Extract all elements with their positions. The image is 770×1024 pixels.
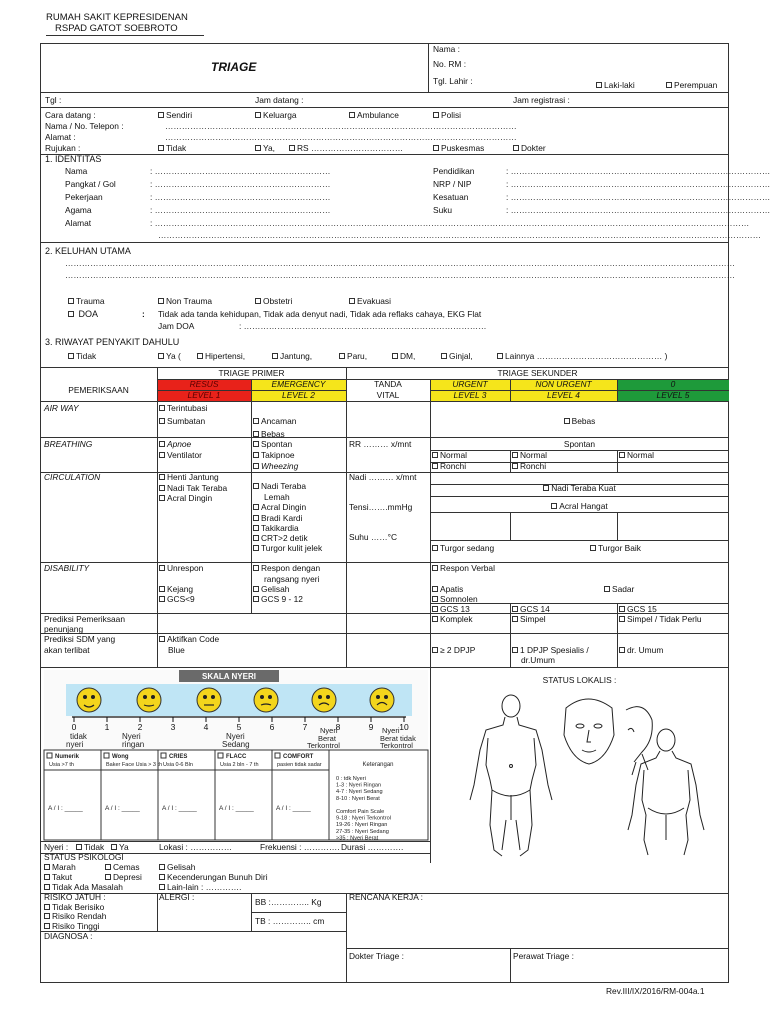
airway-clear-secondary-checkbox[interactable]: Bebas xyxy=(430,417,729,426)
gender-female-label: Perempuan xyxy=(674,80,718,90)
complaint-field-1[interactable]: …………………………………………………………………………………………………………………………………………………………………………………………………………………… xyxy=(65,258,735,268)
crt-checkbox[interactable]: CRT>2 detik xyxy=(253,534,308,543)
l3-normal-checkbox[interactable]: Normal xyxy=(432,451,467,460)
circulation-label: CIRCULATION xyxy=(44,472,101,482)
dpjp-1-label: dr.Umum xyxy=(521,655,555,665)
history-no-checkbox[interactable]: Tidak xyxy=(68,352,96,361)
pain-label-moderate-2: Sedang xyxy=(222,740,250,749)
pain-face-icon-5 xyxy=(370,688,394,712)
pain-duration-field[interactable]: Durasi …………. xyxy=(341,842,404,852)
breathing-apnoe-checkbox[interactable]: Apnoe xyxy=(159,440,191,449)
evacuation-checkbox[interactable]: Evakuasi xyxy=(349,297,391,306)
form-title: TRIAGE xyxy=(211,60,257,74)
level4-label: LEVEL 4 xyxy=(547,390,580,400)
pain-method-score: A / I : _____ xyxy=(276,805,311,812)
pain-method-checkbox xyxy=(161,753,166,758)
pain-method-score: A / I : _____ xyxy=(105,805,140,812)
pain-face-icon-2 xyxy=(197,688,221,712)
id-religion-label: Agama xyxy=(65,205,92,215)
gender-male-label: Laki-laki xyxy=(604,80,635,90)
id-address-field-2[interactable]: ……………………………………………………………………………………………………………………………………………………………………………………………… xyxy=(158,230,761,240)
non-trauma-checkbox[interactable]: Non Trauma xyxy=(158,297,212,306)
gcs-15-checkbox[interactable]: GCS 15 xyxy=(619,605,657,614)
pain-method-subtitle: Baker Face Usia > 3 th xyxy=(106,762,163,768)
pain-legend-line: 9-18 : Nyeri Terkontrol xyxy=(336,815,391,822)
contact-name-phone-field[interactable]: ……………………………………………………………………………………………………………… xyxy=(165,121,517,131)
pain-legend-line: 0 : tdk Nyeri xyxy=(336,776,366,782)
referral-puskesmas-checkbox[interactable]: Puskesmas xyxy=(433,144,484,153)
level1-label: LEVEL 1 xyxy=(187,390,221,400)
pain-method-score: A / I : _____ xyxy=(219,805,254,812)
breathing-wheezing-checkbox[interactable]: Wheezing xyxy=(253,462,298,471)
apathy-checkbox[interactable]: Apatis xyxy=(432,585,463,594)
airway-intubated-checkbox[interactable]: Terintubasi xyxy=(159,404,208,413)
vital-heading-2: VITAL xyxy=(376,390,400,400)
pain-label-uncontrolled-1: Nyeri xyxy=(382,726,400,735)
contact-address-label: Alamat : xyxy=(45,132,76,142)
blood-pressure-field[interactable]: Tensi…….mmHg xyxy=(349,502,413,512)
history-dm-checkbox[interactable]: DM, xyxy=(392,352,415,361)
level5-zero-label: 0 xyxy=(670,379,676,389)
l5-normal-checkbox[interactable]: Normal xyxy=(619,451,654,460)
cardiac-arrest-checkbox[interactable]: Henti Jantung xyxy=(159,473,219,482)
id-name-field[interactable]: : ……………………………………………………… xyxy=(150,166,331,176)
pain-scale-title: SKALA NYERI xyxy=(202,672,256,681)
pain-method-subtitle: Usia >7 th xyxy=(49,762,74,768)
resus-label: RESUS xyxy=(189,379,219,389)
examination-heading: PEMERIKSAAN xyxy=(68,385,129,395)
arrival-police-checkbox[interactable]: Polisi xyxy=(433,111,461,120)
anxious-checkbox[interactable]: Cemas xyxy=(105,863,140,872)
pain-method-checkbox xyxy=(275,753,280,758)
breathing-spontaneous-checkbox[interactable]: Spontan xyxy=(253,440,292,449)
id-name-label: Nama xyxy=(65,166,88,176)
triage-nurse-field[interactable]: Perawat Triage : xyxy=(513,951,574,961)
warm-acral-checkbox[interactable]: Acral Hangat xyxy=(430,502,729,511)
work-plan-field[interactable]: RENCANA KERJA : xyxy=(349,892,423,902)
cold-acral-checkbox[interactable]: Acral Dingin xyxy=(159,494,212,503)
history-lung-checkbox[interactable]: Paru, xyxy=(339,352,367,361)
id-address-field[interactable]: : …………………………………………………………………………………………………………………………………………………………………………………………… xyxy=(150,218,750,228)
depressed-checkbox[interactable]: Depresi xyxy=(105,873,142,882)
triage-primary-heading: TRIAGE PRIMER xyxy=(218,368,285,378)
code-blue-label: Blue xyxy=(168,645,185,655)
no-risk-checkbox[interactable]: Tidak Berisiko xyxy=(44,903,104,912)
suicidal-checkbox[interactable]: Kecenderungan Bunuh Diri xyxy=(159,873,268,882)
pain-legend-line: 19-26 : Nyeri Ringan xyxy=(336,822,388,829)
pain-method-checkbox xyxy=(47,753,52,758)
history-yes-checkbox[interactable]: Ya ( xyxy=(158,352,181,361)
pain-scale-number: 2 xyxy=(137,722,143,732)
id-religion-field[interactable]: : ……………………………………………………… xyxy=(150,205,331,215)
complaint-field-2[interactable]: …………………………………………………………………………………………………………………………………………………………………………………………………………………… xyxy=(65,270,735,280)
arrival-time-label: Jam datang : xyxy=(255,95,304,105)
temperature-field[interactable]: Suhu ……°C xyxy=(349,532,398,542)
referral-yes-checkbox[interactable]: Ya, xyxy=(255,144,275,153)
history-hypertension-checkbox[interactable]: Hipertensi, xyxy=(197,352,245,361)
l4-ronchi-checkbox[interactable]: Ronchi xyxy=(512,462,546,471)
respiratory-rate-field[interactable]: RR ……… x/mnt xyxy=(349,439,412,449)
weak-pulse-label: Lemah xyxy=(264,492,290,502)
pain-label-mild-2: ringan xyxy=(122,740,145,749)
pain-frequency-field[interactable]: Frekuensi : …………. xyxy=(260,842,340,852)
diagnosis-field[interactable]: DIAGNOSA : xyxy=(44,931,93,941)
pain-response-label: rangsang nyeri xyxy=(264,574,320,584)
pain-method-title: FLACC xyxy=(226,754,247,760)
pain-face-icon-3 xyxy=(254,688,278,712)
afraid-checkbox[interactable]: Takut xyxy=(44,873,72,882)
pain-legend-title: Keterangan xyxy=(362,762,394,768)
pain-no-checkbox[interactable]: Tidak xyxy=(76,843,104,852)
id-education-field[interactable]: : ………………………………………………………………………………… xyxy=(506,166,770,176)
pain-legend-line: 8-10 : Nyeri Berat xyxy=(336,795,380,802)
history-heart-checkbox[interactable]: Jantung, xyxy=(272,352,312,361)
dpjp-2-checkbox[interactable]: ≥ 2 DPJP xyxy=(432,646,475,655)
bradycardia-checkbox[interactable]: Bradi Kardi xyxy=(253,514,302,523)
pain-method-title: Numerik xyxy=(55,754,80,760)
restless-psych-checkbox[interactable]: Gelisah xyxy=(159,863,195,872)
breathing-ventilator-checkbox[interactable]: Ventilator xyxy=(159,451,202,460)
patient-dob-label: Tgl. Lahir : xyxy=(433,76,473,86)
doa-time-field[interactable]: : …………………………………………………………………………… xyxy=(239,321,487,331)
history-heading: 3. RIWAYAT PENYAKIT DAHULU xyxy=(45,337,180,347)
height-field[interactable]: TB : ………….. cm xyxy=(255,916,325,926)
id-unit-field[interactable]: : ………………………………………………………………………………… xyxy=(506,192,770,202)
referral-label: Rujukan : xyxy=(45,143,81,153)
staff-prediction-label-2: akan terlibat xyxy=(44,645,90,655)
pain-label-uncontrolled-2: Berat tidak xyxy=(380,734,416,743)
urgent-label: URGENT xyxy=(452,379,488,389)
id-ethnicity-field[interactable]: : ………………………………………………………………………………… xyxy=(506,205,770,215)
local-status-title: STATUS LOKALIS : xyxy=(542,675,617,685)
pain-legend-line: 4-7 : Nyeri Sedang xyxy=(336,789,383,796)
id-job-label: Pekerjaan xyxy=(65,192,103,202)
no-pulse-checkbox[interactable]: Nadi Tak Teraba xyxy=(159,484,227,493)
gcs-14-checkbox[interactable]: GCS 14 xyxy=(512,605,550,614)
simple-checkbox[interactable]: Simpel xyxy=(512,615,546,624)
complex-checkbox[interactable]: Komplek xyxy=(432,615,473,624)
trauma-checkbox[interactable]: Trauma xyxy=(68,297,105,306)
pain-label-severe-2: Berat xyxy=(318,734,336,743)
seizure-checkbox[interactable]: Kejang xyxy=(159,585,193,594)
emergency-label: EMERGENCY xyxy=(271,379,326,389)
pain-response-checkbox[interactable]: Respon dengan xyxy=(253,564,320,573)
id-unit-label: Kesatuan xyxy=(433,192,469,202)
level2-label: LEVEL 2 xyxy=(282,390,315,400)
pain-scale-number: 3 xyxy=(170,722,176,732)
staff-prediction-label: Prediksi SDM yang xyxy=(44,634,116,644)
alert-checkbox[interactable]: Sadar xyxy=(604,585,634,594)
pain-label-none-2: nyeri xyxy=(66,740,84,749)
strong-pulse-checkbox[interactable]: Nadi Teraba Kuat xyxy=(430,484,729,493)
breathing-label: BREATHING xyxy=(44,439,93,449)
pain-scale-number: 8 xyxy=(335,722,341,732)
pain-legend-line: Comfort Pain Scale xyxy=(336,809,385,815)
doa-description: Tidak ada tanda kehidupan, Tidak ada denyut nadi, Tidak ada reflaks cahaya, EKG Flat xyxy=(158,309,482,319)
high-risk-checkbox[interactable]: Risiko Tinggi xyxy=(44,922,99,931)
id-rank-label: Pangkat / Gol xyxy=(65,179,116,189)
no-problem-checkbox[interactable]: Tidak Ada Masalah xyxy=(44,883,123,892)
doa-time-label: Jam DOA xyxy=(158,321,195,331)
pain-label: Nyeri : xyxy=(44,842,69,852)
pain-method-subtitle: Usia 0-6 Bln xyxy=(163,762,193,768)
disability-label: DISABILITY xyxy=(44,563,90,573)
pain-legend-line: 1-3 : Nyeri Ringan xyxy=(336,782,382,789)
fall-risk-label: RISIKO JATUH : xyxy=(44,892,106,902)
history-other-checkbox[interactable]: Lainnya ……………………………………… ) xyxy=(497,352,667,361)
pulse-rate-field[interactable]: Nadi ……… x/mnt xyxy=(349,472,417,482)
tachycardia-checkbox[interactable]: Takikardia xyxy=(253,524,299,533)
pain-scale-number: 4 xyxy=(203,722,209,732)
weak-pulse-checkbox[interactable]: Nadi Teraba xyxy=(253,482,306,491)
body-back xyxy=(628,729,704,855)
pain-label-moderate-1: Nyeri xyxy=(226,732,245,741)
pain-method-title: COMFORT xyxy=(283,754,314,760)
breathing-tachypnea-checkbox[interactable]: Takipnoe xyxy=(253,451,295,460)
level3-label: LEVEL 3 xyxy=(453,390,487,400)
referral-no-checkbox[interactable]: Tidak xyxy=(158,144,186,153)
obstetric-checkbox[interactable]: Obstetri xyxy=(255,297,292,306)
l4-normal-checkbox[interactable]: Normal xyxy=(512,451,547,460)
triage-doctor-field[interactable]: Dokter Triage : xyxy=(349,951,404,961)
date-label: Tgl : xyxy=(45,95,62,105)
contact-name-phone-label: Nama / No. Telepon : xyxy=(45,121,124,131)
body-diagram[interactable] xyxy=(456,690,728,860)
id-rank-field[interactable]: : ……………………………………………………… xyxy=(150,179,331,189)
patient-name-label: Nama : xyxy=(433,44,460,54)
doa-checkbox[interactable]: DOA xyxy=(68,310,98,320)
moderate-turgor-checkbox[interactable]: Turgor sedang xyxy=(432,544,494,553)
arrival-alone-checkbox[interactable]: Sendiri xyxy=(158,111,192,120)
history-kidney-checkbox[interactable]: Ginjal, xyxy=(441,352,473,361)
arrival-ambulance-checkbox[interactable]: Ambulance xyxy=(349,111,399,120)
airway-obstruction-checkbox[interactable]: Sumbatan xyxy=(159,417,205,426)
id-education-label: Pendidikan xyxy=(433,166,475,176)
pain-scale-number: 6 xyxy=(269,722,275,732)
pain-method-checkbox xyxy=(218,753,223,758)
gcs-below-9-checkbox[interactable]: GCS<9 xyxy=(159,595,195,604)
pain-method-title: CRIES xyxy=(169,754,188,760)
hospital-name: RUMAH SAKIT KEPRESIDENAN xyxy=(46,12,188,23)
airway-threat-checkbox[interactable]: Ancaman xyxy=(253,417,296,426)
low-risk-checkbox[interactable]: Risiko Rendah xyxy=(44,912,106,921)
pain-legend-line: >35 : Nyeri Berat xyxy=(336,835,379,842)
contact-address-field[interactable]: ……………………………………………………………………………………………………………… xyxy=(165,132,517,142)
non-urgent-label: NON URGENT xyxy=(535,379,592,389)
arrival-method-label: Cara datang : xyxy=(45,110,96,120)
somnolence-checkbox[interactable]: Somnolen xyxy=(432,595,478,604)
referral-doctor-checkbox[interactable]: Dokter xyxy=(513,144,546,153)
psych-heading: STATUS PSIKOLOGI xyxy=(44,852,124,862)
arrival-family-checkbox[interactable]: Keluarga xyxy=(255,111,297,120)
other-psych-checkbox[interactable]: Lain-lain : …………. xyxy=(159,883,241,892)
patient-rm-label: No. RM : xyxy=(433,59,467,69)
restless-checkbox[interactable]: Gelisah xyxy=(253,585,289,594)
vital-heading-1: TANDA xyxy=(374,379,402,389)
pain-label-none-1: tidak xyxy=(70,732,87,741)
spontaneous-header: Spontan xyxy=(563,439,596,449)
pain-label-uncontrolled-3: Terkontrol xyxy=(380,741,413,750)
gcs-13-checkbox[interactable]: GCS 13 xyxy=(432,605,470,614)
pain-label-mild-1: Nyeri xyxy=(122,732,141,741)
pain-label-severe-1: Nyeri xyxy=(320,726,338,735)
gender-male-checkbox[interactable] xyxy=(596,81,635,90)
exam-prediction-label: Prediksi Pemeriksaan xyxy=(44,614,125,624)
id-address-label: Alamat xyxy=(65,218,92,228)
airway-label: AIR WAY xyxy=(44,403,79,413)
airway-clear-checkbox[interactable]: Bebas xyxy=(253,430,285,439)
body-front xyxy=(470,695,552,856)
pain-method-score: A / I : _____ xyxy=(48,805,83,812)
pain-face-icon-0 xyxy=(77,688,101,712)
dpjp-1-checkbox[interactable]: 1 DPJP Spesialis / xyxy=(512,646,589,655)
pain-location-field[interactable]: Lokasi : …………… xyxy=(159,842,233,852)
poor-turgor-checkbox[interactable]: Turgor kulit jelek xyxy=(253,544,322,553)
registration-time-label: Jam registrasi : xyxy=(513,95,570,105)
triage-secondary-heading: TRIAGE SEKUNDER xyxy=(497,368,578,378)
pain-method-score: A / I : _____ xyxy=(162,805,197,812)
doa-colon: : xyxy=(142,309,145,319)
id-job-field[interactable]: : ……………………………………………………… xyxy=(150,192,331,202)
verbal-response-checkbox[interactable]: Respon Verbal xyxy=(432,564,495,573)
unresponsive-checkbox[interactable]: Unrespon xyxy=(159,564,203,573)
gcs-9-12-checkbox[interactable]: GCS 9 - 12 xyxy=(253,595,303,604)
id-ethnicity-label: Suku xyxy=(433,205,453,215)
weight-field[interactable]: BB :………….. Kg xyxy=(255,897,322,907)
general-doctor-checkbox[interactable]: dr. Umum xyxy=(619,646,663,655)
pain-scale-number: 9 xyxy=(368,722,374,732)
pain-method-checkbox xyxy=(104,753,109,758)
allergy-field[interactable]: ALERGI : xyxy=(159,892,195,902)
l3-ronchi-checkbox[interactable]: Ronchi xyxy=(432,462,466,471)
exam-prediction-label-2: penunjang xyxy=(44,624,84,634)
gender-female-checkbox[interactable] xyxy=(666,81,717,90)
level5-label: LEVEL 5 xyxy=(656,390,690,400)
pain-face-icon-4 xyxy=(312,688,336,712)
pain-scale-number: 10 xyxy=(399,722,409,732)
pain-yes-checkbox[interactable]: Ya xyxy=(111,843,129,852)
pain-scale-number: 0 xyxy=(71,722,77,732)
simple-none-checkbox[interactable]: Simpel / Tidak Perlu xyxy=(619,615,701,624)
complaint-heading: 2. KELUHAN UTAMA xyxy=(45,246,131,256)
pain-scale-graphic xyxy=(44,670,428,842)
pain-scale-number: 5 xyxy=(236,722,242,732)
pain-face-icon-1 xyxy=(137,688,161,712)
code-blue-checkbox[interactable]: Aktifkan Code xyxy=(159,635,219,644)
id-nrp-label: NRP / NIP xyxy=(433,179,472,189)
pain-method-title: Wong xyxy=(112,754,129,760)
head-diagram xyxy=(564,699,652,775)
pain-legend-line: 27-35 : Nyeri Sedang xyxy=(336,828,389,835)
pain-method-subtitle: pasien tidak sadar xyxy=(277,762,322,768)
good-turgor-checkbox[interactable]: Turgor Baik xyxy=(590,544,641,553)
pain-method-subtitle: Usia 2 bln - 7 th xyxy=(220,762,259,768)
revision-code: Rev.III/IX/2016/RM-004a.1 xyxy=(606,986,705,996)
pain-scale-number: 7 xyxy=(302,722,308,732)
cold-acral-2-checkbox[interactable]: Acral Dingin xyxy=(253,503,306,512)
referral-rs-checkbox[interactable]: RS …………………………… xyxy=(289,144,403,153)
angry-checkbox[interactable]: Marah xyxy=(44,863,76,872)
hospital-subname: RSPAD GATOT SOEBROTO xyxy=(55,23,178,34)
id-nrp-field[interactable]: : ………………………………………………………………………………… xyxy=(506,179,770,189)
identity-heading: 1. IDENTITAS xyxy=(45,154,102,164)
pain-scale-number: 1 xyxy=(104,722,110,732)
pain-label-severe-3: Terkontrol xyxy=(307,741,340,750)
